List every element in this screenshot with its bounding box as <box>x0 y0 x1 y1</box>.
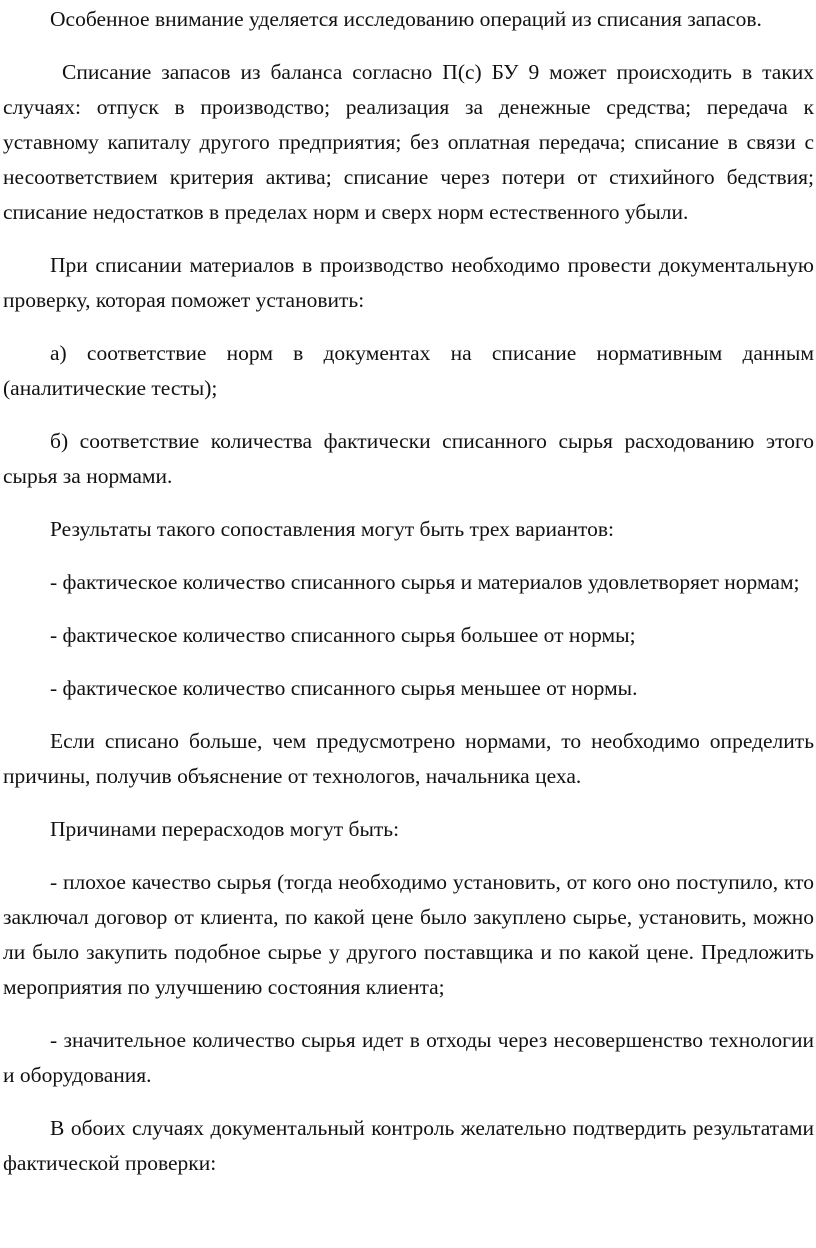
list-item-less: - фактическое количество списанного сырья меньшее от нормы. <box>50 676 638 700</box>
list-item-waste: - значительное количество сырья идет в отходы через несовершенство технологии и оборудования. <box>3 1028 814 1087</box>
paragraph-conclusion: В обоих случаях документальный контроль желательно подтвердить результатами фактической проверки: <box>3 1116 814 1175</box>
list-item-greater: - фактическое количество списанного сырья большее от нормы; <box>50 623 636 647</box>
list-item-b: б) соответствие количества фактически списанного сырья расходованию этого сырья за нормами. <box>3 429 814 488</box>
paragraph-intro: Особенное внимание уделяется исследованию операций из списания запасов. <box>50 7 762 31</box>
list-item-satisfies: - фактическое количество списанного сырья и материалов удовлетворяет нормам; <box>50 570 800 594</box>
paragraph-reasons: Причинами перерасходов могут быть: <box>50 817 400 841</box>
paragraph-write-off-cases: Списание запасов из баланса согласно П(с) БУ 9 может происходить в таких случаях: отпуск в производство; реализация за денежные средства; передача к уставному капиталу другого предприятия; без оплатная передача; списание в связи с несоответствием критерия актива; списание через потери от стихийного бедствия; списание недостатков в пределах норм и сверх норм естественного убыли. <box>3 60 814 224</box>
paragraph-documentary-check: При списании материалов в производство необходимо провести документальную проверку, которая поможет установить: <box>3 253 814 312</box>
paragraph-overuse: Если списано больше, чем предусмотрено нормами, то необходимо определить причины, получив объяснение от технологов, начальника цеха. <box>3 729 814 788</box>
list-item-a: а) соответствие норм в документах на списание нормативным данным (аналитические тесты); <box>3 341 814 400</box>
list-item-poor-quality: - плохое качество сырья (тогда необходимо установить, от кого оно поступило, кто заключал договор от клиента, по какой цене было закуплено сырье, установить, можно ли было закупить подобное сырье у другого поставщика и по какой цене. Предложить мероприятия по улучшению состояния клиента; <box>3 870 814 999</box>
paragraph-results: Результаты такого сопоставления могут быть трех вариантов: <box>50 517 615 541</box>
